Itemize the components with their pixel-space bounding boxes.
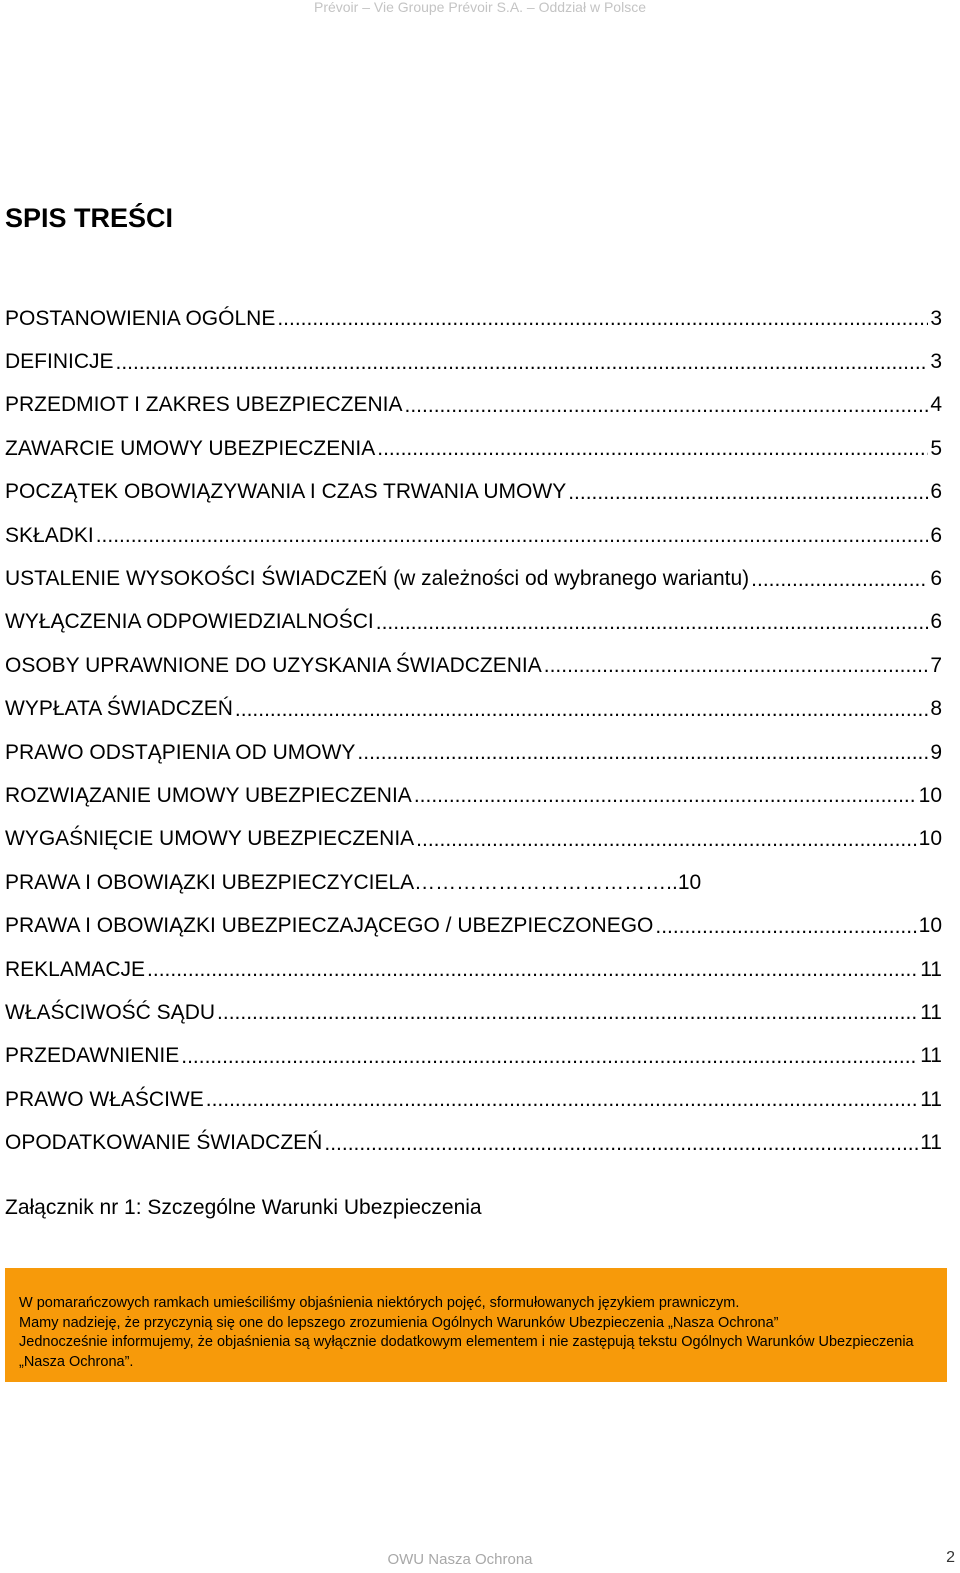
toc-entry-page: 6 [930, 567, 942, 591]
toc-entry-page: 11 [920, 1044, 942, 1068]
toc-entry-title: DEFINICJE [5, 350, 114, 374]
toc-leader [357, 742, 928, 763]
toc-leader [235, 699, 928, 720]
toc-entry[interactable] [5, 688, 942, 731]
page-header: Prévoir – Vie Groupe Prévoir S.A. – Oddział w Polsce [313, 0, 646, 15]
toc-entry[interactable] [5, 384, 942, 427]
toc-entry-page: 3 [930, 306, 942, 330]
toc-entry-page: 6 [930, 480, 942, 504]
toc-entry-page: 6 [930, 523, 942, 547]
toc-leader [414, 785, 917, 806]
toc-entry-title: REKLAMACJE [5, 957, 146, 981]
toc-entry[interactable] [5, 818, 942, 861]
toc-entry-page: 10 [918, 783, 942, 807]
toc-leader [147, 959, 918, 980]
annex-reference[interactable]: Załącznik nr 1: Szczególne Warunki Ubezpieczenia [5, 1196, 482, 1219]
toc-entry-title: OPODATKOWANIE ŚWIADCZEŃ [5, 1131, 323, 1155]
toc-leader [96, 525, 929, 546]
toc-entry-title: USTALENIE WYSOKOŚCI ŚWIADCZEŃ (w zależności od wybranego wariantu) [5, 567, 750, 591]
toc-entry-page: 8 [930, 697, 942, 721]
toc-entry[interactable] [5, 948, 942, 991]
toc-entry-page: 9 [930, 740, 942, 764]
toc-entry-page: 6 [930, 610, 942, 634]
toc-entry[interactable] [5, 774, 942, 817]
toc-entry[interactable] [5, 601, 942, 644]
toc-leader [277, 308, 928, 329]
toc-entry-title: WYPŁATA ŚWIADCZEŃ [5, 697, 233, 721]
toc-leader [376, 612, 929, 633]
toc-entry-title: ROZWIĄZANIE UMOWY UBEZPIECZENIA [5, 783, 412, 807]
toc-entry-page: 5 [930, 436, 942, 460]
toc-leader [405, 395, 929, 416]
toc-entry-page: 7 [930, 653, 942, 677]
toc-entry-title: SKŁADKI [5, 523, 94, 547]
toc-entry-title: POSTANOWIENIA OGÓLNE [5, 306, 276, 330]
toc-entry-title: PRAWO WŁAŚCIWE [5, 1087, 204, 1111]
footer-document-name: OWU Nasza Ochrona [387, 1551, 533, 1568]
page-title: SPIS TREŚCI [5, 203, 174, 233]
toc-entry-title: PRAWO ODSTĄPIENIA OD UMOWY [5, 740, 356, 764]
toc-leader [181, 1046, 918, 1067]
explanation-note-box [5, 1268, 947, 1382]
toc-entry[interactable] [5, 514, 942, 557]
toc-leader [324, 1133, 918, 1154]
toc-entry-page: 11 [920, 1000, 942, 1024]
toc-leader [206, 1089, 918, 1110]
toc-entry-title: OSOBY UPRAWNIONE DO UZYSKANIA ŚWIADCZENIA [5, 653, 542, 677]
toc-leader [116, 352, 929, 373]
toc-leader [568, 482, 928, 503]
toc-entry-title: WŁAŚCIWOŚĆ SĄDU [5, 1000, 216, 1024]
toc-leader [751, 569, 928, 590]
toc-entry-title: PRZEDAWNIENIE [5, 1044, 180, 1068]
toc-leader [377, 438, 928, 459]
toc-entry-title: POCZĄTEK OBOWIĄZYWANIA I CZAS TRWANIA UMOWY [5, 480, 567, 504]
toc-entry-page: 11 [920, 1087, 942, 1111]
toc-entry[interactable] [5, 861, 942, 904]
toc-entry[interactable] [5, 297, 942, 340]
toc-entry-title: PRZEDMIOT I ZAKRES UBEZPIECZENIA [5, 393, 403, 417]
toc-entry-title: ZAWARCIE UMOWY UBEZPIECZENIA [5, 436, 376, 460]
toc-entry[interactable] [5, 340, 942, 383]
note-line: Mamy nadzieję, że przyczynią się one do lepszego zrozumienia Ogólnych Warunków Ubezpieczenia „Nasza Ochrona” [19, 1314, 779, 1331]
toc-entry-title: WYGAŚNIĘCIE UMOWY UBEZPIECZENIA [5, 827, 415, 851]
toc-entry[interactable] [5, 427, 942, 470]
toc-entry[interactable] [5, 471, 942, 514]
toc-leader [544, 655, 929, 676]
toc-entry-title: PRAWA I OBOWIĄZKI UBEZPIECZAJĄCEGO / UBEZPIECZONEGO [5, 914, 654, 938]
note-line: W pomarańczowych ramkach umieściliśmy objaśnienia niektórych pojęć, sformułowanych językiem prawniczym. [19, 1295, 740, 1311]
toc-entry-page: 11 [920, 1131, 942, 1155]
toc-entry[interactable] [5, 731, 942, 774]
toc-entry-page: 10 [918, 827, 942, 851]
toc-entry-title: WYŁĄCZENIA ODPOWIEDZIALNOŚCI [5, 610, 374, 634]
toc-entry-page: 10 [677, 870, 702, 894]
toc-entry[interactable] [5, 1078, 942, 1121]
toc-entry[interactable] [5, 1035, 942, 1078]
toc-entry[interactable] [5, 991, 942, 1034]
footer-page-number: 2 [946, 1549, 955, 1566]
table-of-contents [5, 297, 942, 1165]
toc-entry[interactable] [5, 1121, 942, 1164]
toc-leader [655, 916, 916, 937]
note-line: Jednocześnie informujemy, że objaśnienia są wyłącznie dodatkowym elementem i nie zastępują tekstu Ogólnych Warunków Ubezpieczenia „Nasza Ochrona”. [19, 1334, 914, 1370]
toc-entry[interactable] [5, 557, 942, 600]
toc-leader [416, 829, 916, 850]
toc-entry-page: 3 [930, 350, 942, 374]
toc-entry-page: 10 [918, 914, 942, 938]
toc-entry[interactable] [5, 644, 942, 687]
toc-entry-page: 4 [930, 393, 942, 417]
toc-entry[interactable] [5, 904, 942, 947]
toc-entry-title: PRAWA I OBOWIĄZKI UBEZPIECZYCIELA……………………………….. [5, 870, 678, 894]
toc-entry-page: 11 [920, 957, 942, 981]
toc-leader [217, 1002, 918, 1023]
